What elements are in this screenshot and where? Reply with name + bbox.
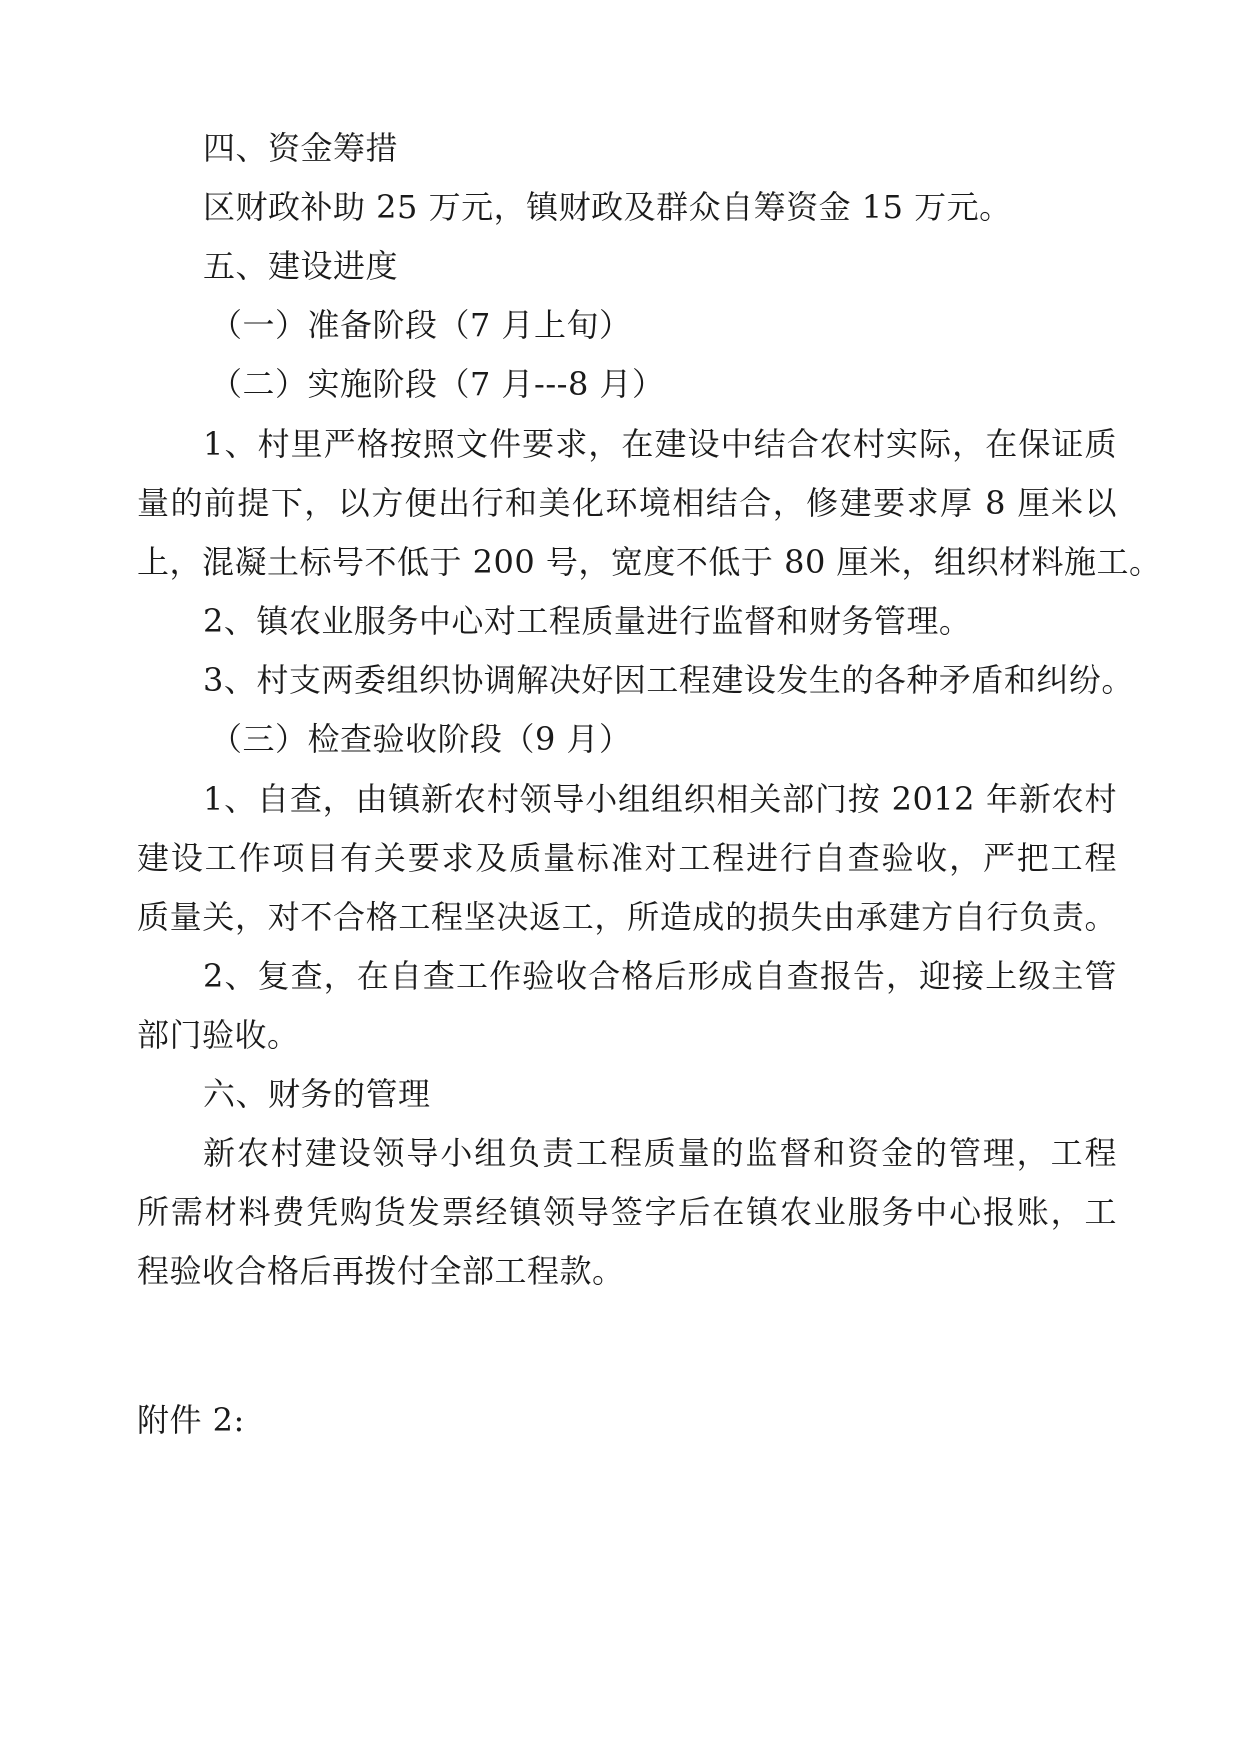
heading-funding: 四、资金筹措 (203, 129, 399, 167)
heading-finance: 六、财务的管理 (203, 1075, 431, 1113)
subheading-implementation: （二）实施阶段（7 月---8 月） (210, 365, 665, 403)
heading-progress: 五、建设进度 (203, 247, 399, 285)
paragraph-funding: 区财政补助 25 万元，镇财政及群众自筹资金 15 万元。 (203, 188, 1012, 226)
attachment-label: 附件 2: (137, 1401, 245, 1439)
paragraph-line: 上，混凝土标号不低于 200 号，宽度不低于 80 厘米，组织材料施工。 (137, 543, 1162, 581)
subheading-inspection: （三）检查验收阶段（9 月） (210, 720, 632, 758)
paragraph-item: 2、镇农业服务中心对工程质量进行监督和财务管理。 (203, 602, 972, 640)
paragraph-item: 3、村支两委组织协调解决好因工程建设发生的各种矛盾和纠纷。 (203, 661, 1134, 699)
paragraph-line: 程验收合格后再拨付全部工程款。 (137, 1252, 625, 1290)
paragraph-line: 建设工作项目有关要求及质量标准对工程进行自查验收，严把工程 (137, 839, 1117, 877)
paragraph-line: 部门验收。 (137, 1016, 300, 1054)
paragraph-line: 量的前提下，以方便出行和美化环境相结合，修建要求厚 8 厘米以 (137, 484, 1117, 522)
paragraph-line: 1、自查，由镇新农村领导小组组织相关部门按 2012 年新农村 (203, 780, 1117, 818)
subheading-preparation: （一）准备阶段（7 月上旬） (210, 306, 632, 344)
paragraph-line: 2、复查，在自查工作验收合格后形成自查报告，迎接上级主管 (203, 957, 1117, 995)
paragraph-line: 1、村里严格按照文件要求，在建设中结合农村实际，在保证质 (203, 425, 1117, 463)
paragraph-line: 质量关，对不合格工程坚决返工，所造成的损失由承建方自行负责。 (137, 898, 1117, 936)
paragraph-line: 所需材料费凭购货发票经镇领导签字后在镇农业服务中心报账，工 (137, 1193, 1117, 1231)
paragraph-line: 新农村建设领导小组负责工程质量的监督和资金的管理，工程 (203, 1134, 1117, 1172)
